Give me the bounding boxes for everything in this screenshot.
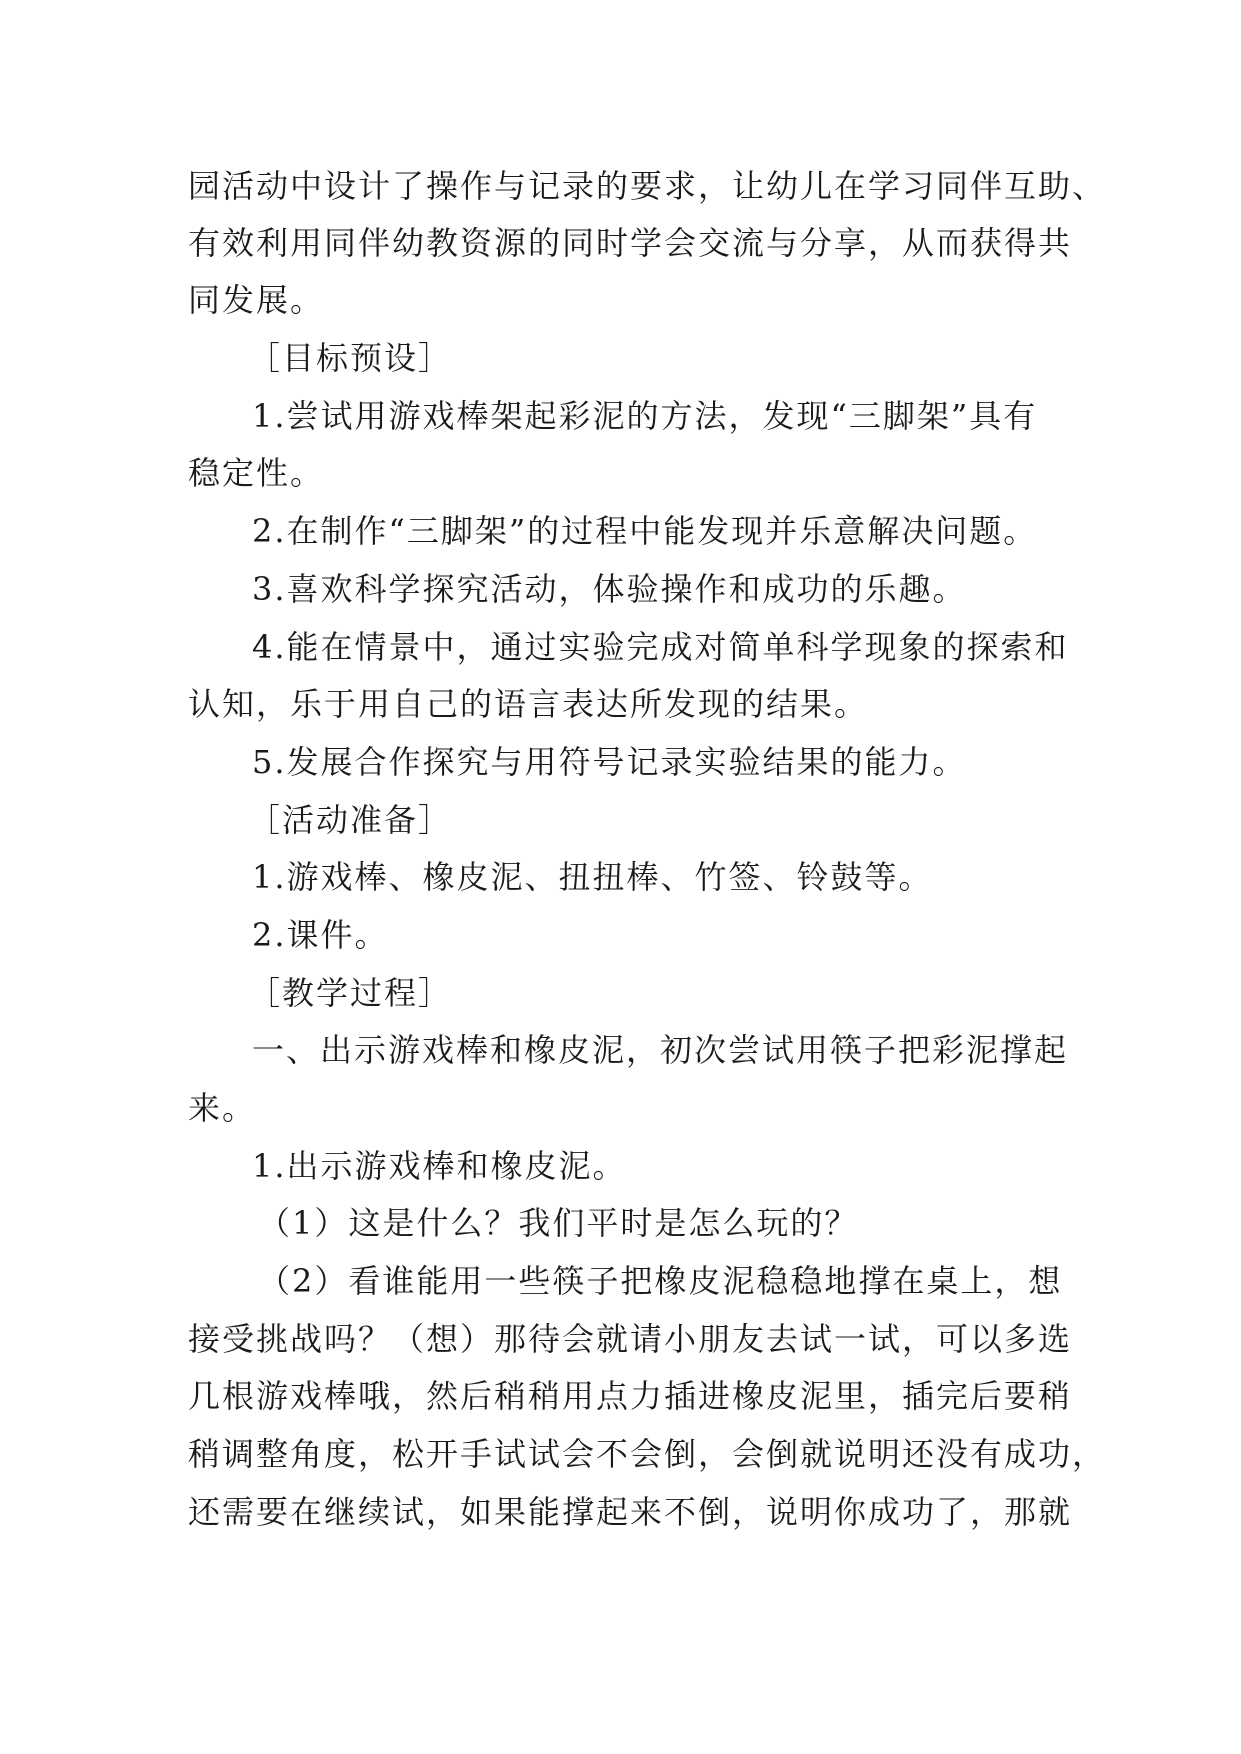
process-question-2: （2）看谁能用一些筷子把橡皮泥稳稳地撑在桌上，想 xyxy=(258,1262,1063,1300)
process-question-2-cont-2: 几根游戏棒哦，然后稍稍用点力插进橡皮泥里，插完后要稍 xyxy=(188,1377,1073,1415)
process-question-2-cont-4: 还需要在继续试，如果能撑起来不倒，说明你成功了，那就 xyxy=(188,1493,1073,1531)
goal-item-2: 2.在制作“三脚架”的过程中能发现并乐意解决问题。 xyxy=(252,512,1038,550)
process-question-2-cont-1: 接受挑战吗？（想）那待会就请小朋友去试一试，可以多选 xyxy=(188,1320,1073,1358)
process-question-1: （1）这是什么？我们平时是怎么玩的？ xyxy=(258,1204,859,1242)
paragraph-line-3: 同发展。 xyxy=(188,281,325,319)
process-substep-1: 1.出示游戏棒和橡皮泥。 xyxy=(252,1147,627,1185)
goal-item-3: 3.喜欢科学探究活动，体验操作和成功的乐趣。 xyxy=(252,570,967,608)
section-heading-goals: ［目标预设］ xyxy=(248,339,453,377)
goal-item-1-cont: 稳定性。 xyxy=(188,454,325,492)
process-step-1: 一、出示游戏棒和橡皮泥，初次尝试用筷子把彩泥撑起 xyxy=(252,1031,1069,1069)
section-heading-process: ［教学过程］ xyxy=(248,974,453,1012)
section-heading-preparation: ［活动准备］ xyxy=(248,801,453,839)
goal-item-4: 4.能在情景中，通过实验完成对简单科学现象的探索和 xyxy=(252,628,1069,666)
process-step-1-cont: 来。 xyxy=(188,1089,257,1127)
goal-item-4-cont: 认知，乐于用自己的语言表达所发现的结果。 xyxy=(188,685,869,723)
process-question-2-cont-3: 稍调整角度，松开手试试会不会倒，会倒就说明还没有成功， xyxy=(188,1435,1107,1473)
goal-item-5: 5.发展合作探究与用符号记录实验结果的能力。 xyxy=(252,743,967,781)
paragraph-line-2: 有效利用同伴幼教资源的同时学会交流与分享，从而获得共 xyxy=(188,224,1073,262)
prep-item-2: 2.课件。 xyxy=(252,916,389,954)
goal-item-1: 1.尝试用游戏棒架起彩泥的方法，发现“三脚架”具有 xyxy=(252,397,1038,435)
paragraph-line-1: 园活动中设计了操作与记录的要求，让幼儿在学习同伴互助、 xyxy=(188,167,1107,205)
prep-item-1: 1.游戏棒、橡皮泥、扭扭棒、竹签、铃鼓等。 xyxy=(252,858,933,896)
